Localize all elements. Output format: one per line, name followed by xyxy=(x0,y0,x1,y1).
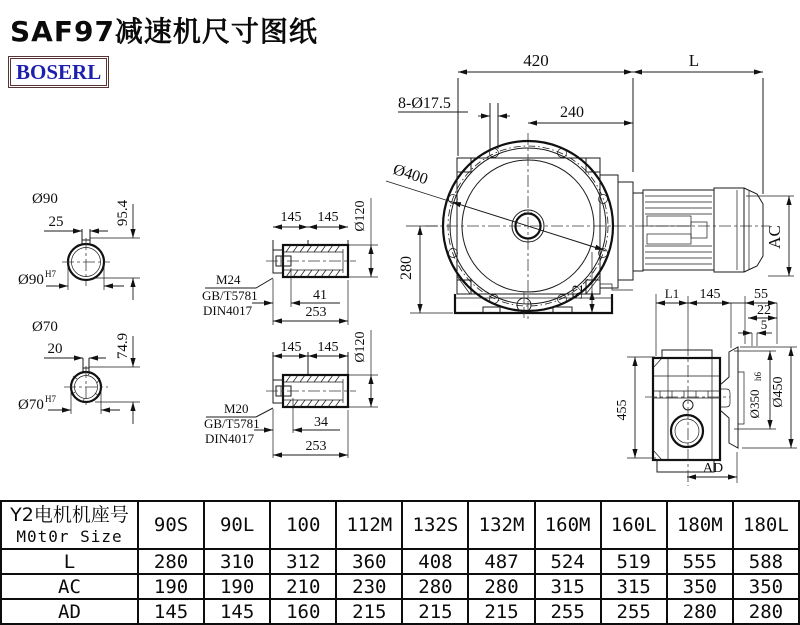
dim-side-ad: AD xyxy=(702,461,724,476)
page-title: SAF97减速机尺寸图纸 xyxy=(10,15,318,48)
dim-side-spigot-tol: h6 xyxy=(753,372,763,381)
cell: 280 xyxy=(468,574,534,599)
dim-keyw-90: 25 xyxy=(48,214,64,230)
dim-front-ac: AC xyxy=(765,225,784,249)
dim-side-55: 55 xyxy=(754,287,768,302)
cell: 280 xyxy=(733,599,799,624)
front-view xyxy=(386,51,794,322)
dim-front-height: 280 xyxy=(398,256,415,280)
cell: 312 xyxy=(270,549,336,574)
col-header: 160L xyxy=(601,501,667,549)
dim-side-5: 5 xyxy=(760,317,768,332)
cell: 280 xyxy=(402,574,468,599)
cell: 408 xyxy=(402,549,468,574)
shaft-section-70-view xyxy=(18,319,140,424)
cell: 555 xyxy=(667,549,733,574)
table-row-AD xyxy=(1,599,799,624)
dim-m20-od: Ø120 xyxy=(353,331,368,363)
col-header: 160M xyxy=(535,501,601,549)
cell: 215 xyxy=(402,599,468,624)
cell: 190 xyxy=(204,574,270,599)
dim-front-holes: 8-Ø17.5 xyxy=(398,95,451,112)
dim-m20-depth: 34 xyxy=(314,415,328,430)
dim-front-motor-length: L xyxy=(688,51,700,70)
label-m24-std1: GB/T5781 xyxy=(202,288,258,303)
dim-side-flange: Ø450 xyxy=(771,376,786,408)
dim-m24-depth: 41 xyxy=(313,288,327,303)
dim-dia70-label: Ø70 xyxy=(32,319,58,335)
cell: 215 xyxy=(336,599,402,624)
dim-keyw-70: 20 xyxy=(47,341,63,357)
hollow-shaft-m24-view xyxy=(202,198,378,325)
col-header: 90S xyxy=(138,501,204,549)
dim-m24-seg1: 145 xyxy=(280,210,302,225)
cell: 315 xyxy=(535,574,601,599)
cell: 230 xyxy=(336,574,402,599)
cell: 280 xyxy=(138,549,204,574)
label-m20-std2: DIN4017 xyxy=(205,431,255,446)
cell: 519 xyxy=(601,549,667,574)
dim-bore-90-tol: H7 xyxy=(45,269,56,279)
dim-side-spigot: Ø350 xyxy=(747,389,762,419)
dim-bore-70-tol: H7 xyxy=(45,394,56,404)
header-en: M0t0r Size xyxy=(16,527,123,546)
dim-front-foot: 52 xyxy=(570,284,586,300)
cell: 360 xyxy=(336,549,402,574)
side-view xyxy=(615,286,797,486)
dim-bore-90: Ø90 xyxy=(18,272,44,288)
row-label: AC xyxy=(1,574,138,599)
cell: 310 xyxy=(204,549,270,574)
cell: 350 xyxy=(733,574,799,599)
cell: 487 xyxy=(468,549,534,574)
cell: 145 xyxy=(138,599,204,624)
shaft-section-90-view xyxy=(18,191,140,300)
dim-m24-length: 253 xyxy=(305,305,327,320)
label-m24-std2: DIN4017 xyxy=(203,303,253,318)
dim-m20-length: 253 xyxy=(305,439,327,454)
header-cn: Y2电机机座号 xyxy=(10,504,129,526)
cell: 350 xyxy=(667,574,733,599)
cell: 215 xyxy=(468,599,534,624)
dim-front-boltcircle: Ø400 xyxy=(390,161,430,189)
boserl-logo: BOSERL xyxy=(8,56,109,88)
label-m24-thread: M24 xyxy=(216,272,241,287)
motor-size-table xyxy=(0,500,800,625)
hollow-shaft-m20-view xyxy=(204,330,378,458)
dim-front-width: 420 xyxy=(523,51,549,70)
table-header-motor-size xyxy=(1,501,138,549)
dim-keyh-70: 74.9 xyxy=(115,332,131,360)
dim-side-145: 145 xyxy=(699,287,721,302)
cell: 280 xyxy=(667,599,733,624)
dim-keyh-90: 95.4 xyxy=(115,199,131,227)
dim-m20-seg1: 145 xyxy=(280,340,302,355)
dim-m24-od: Ø120 xyxy=(353,200,368,232)
col-header: 112M xyxy=(336,501,402,549)
cell: 255 xyxy=(535,599,601,624)
dim-bore-70: Ø70 xyxy=(18,397,44,413)
dim-m20-seg2: 145 xyxy=(317,340,339,355)
dim-dia90-label: Ø90 xyxy=(32,191,58,207)
cell: 315 xyxy=(601,574,667,599)
row-label: AD xyxy=(1,599,138,624)
label-m20-std1: GB/T5781 xyxy=(204,416,260,431)
table-header-row xyxy=(1,501,799,549)
dim-front-offset: 240 xyxy=(560,104,584,121)
col-header: 132S xyxy=(402,501,468,549)
dim-m24-seg2: 145 xyxy=(317,210,339,225)
table-row-AC xyxy=(1,574,799,599)
label-m20-thread: M20 xyxy=(224,401,249,416)
cell: 190 xyxy=(138,574,204,599)
col-header: 132M xyxy=(468,501,534,549)
dim-side-height: 455 xyxy=(615,399,630,421)
cell: 255 xyxy=(601,599,667,624)
dim-side-l1: L1 xyxy=(664,286,680,301)
col-header: 180M xyxy=(667,501,733,549)
table-row-L xyxy=(1,549,799,574)
cell: 588 xyxy=(733,549,799,574)
cell: 524 xyxy=(535,549,601,574)
col-header: 100 xyxy=(270,501,336,549)
cell: 210 xyxy=(270,574,336,599)
col-header: 90L xyxy=(204,501,270,549)
row-label: L xyxy=(1,549,138,574)
cell: 160 xyxy=(270,599,336,624)
dim-side-22: 22 xyxy=(757,303,771,318)
col-header: 180L xyxy=(733,501,799,549)
cell: 145 xyxy=(204,599,270,624)
